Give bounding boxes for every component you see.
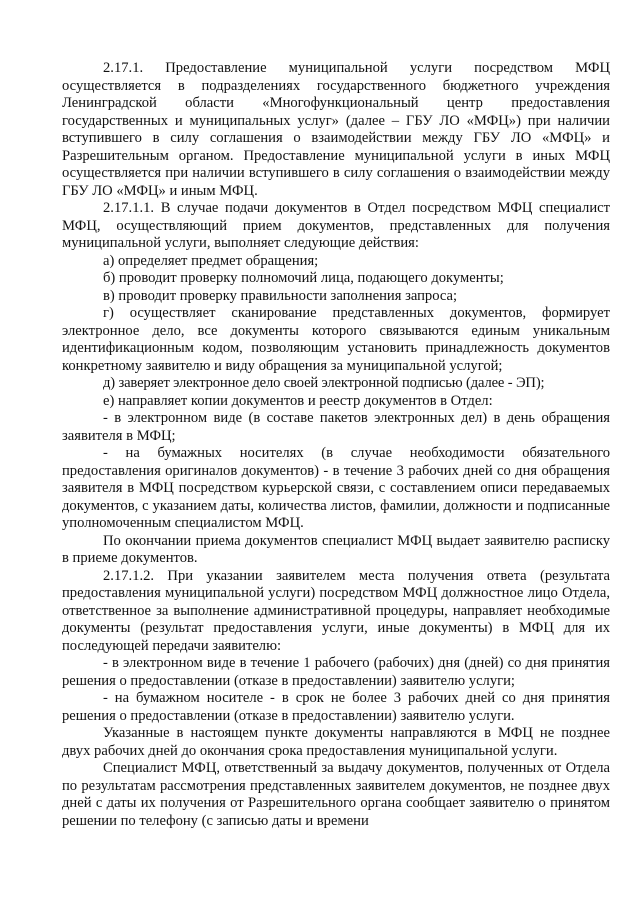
- paragraph-2-17-1: 2.17.1. Предоставление муниципальной услуги посредством МФЦ осуществляется в подразделениях государственного бюджетного учреждения Ленинградской области «Многофункциональный центр предоставления государственных и муниципальных услуг» (далее – ГБУ ЛО «МФЦ») при наличии вступившего в силу соглашения о взаимодействии между ГБУ ЛО «МФЦ» и Разрешительным органом. Предоставление муниципальной услуги в иных МФЦ осуществляется при наличии вступившего в силу соглашения о взаимодействии между ГБУ ЛО «МФЦ» и иным МФЦ.: [62, 60, 610, 199]
- paragraph-2-17-1-1: 2.17.1.1. В случае подачи документов в Отдел посредством МФЦ специалист МФЦ, осуществляющий прием документов, представленных для получения муниципальной услуги, выполняет следующие действия:: [62, 200, 610, 251]
- list-item-b: б) проводит проверку полномочий лица, подающего документы;: [103, 270, 504, 286]
- list-item-d: д) заверяет электронное дело своей электронной подписью (далее - ЭП);: [103, 375, 545, 391]
- paragraph-deadline: Указанные в настоящем пункте документы направляются в МФЦ не позднее двух рабочих дней до окончания срока предоставления муниципальной услуги.: [62, 725, 610, 759]
- list-item-a: а) определяет предмет обращения;: [103, 252, 319, 269]
- list-item-g: г) осуществляет сканирование представленных документов, формирует электронное дело, все документы которого связываются единым уникальным идентификационным кодом, позволяющим установить принадлежность документов конкретному заявителю и виду обращения за муниципальной услугой;: [62, 305, 610, 374]
- paragraph-specialist: Специалист МФЦ, ответственный за выдачу документов, полученных от Отдела по результатам рассмотрения представленных заявителем документов, не позднее двух дней с даты их получения от Разрешительного органа сообщает заявителю о принятом решении по телефону (с записью даты и времени: [62, 760, 610, 829]
- paragraph-receipt: По окончании приема документов специалист МФЦ выдает заявителю расписку в приеме документов.: [62, 532, 610, 566]
- document-page: [62, 60, 610, 830]
- bullet-electronic-result: - в электронном виде в течение 1 рабочего (рабочих) дня (дней) со дня принятия решения о предоставлении (отказе в предоставлении) заявителю услуги;: [62, 655, 610, 689]
- list-item-v: в) проводит проверку правильности заполнения запроса;: [103, 287, 458, 304]
- bullet-paper-result: - на бумажном носителе - в срок не более 3 рабочих дней со дня принятия решения о предоставлении (отказе в предоставлении) заявителю услуги.: [62, 690, 610, 724]
- bullet-electronic: - в электронном виде (в составе пакетов электронных дел) в день обращения заявителя в МФЦ;: [62, 410, 610, 444]
- paragraph-2-17-1-2: 2.17.1.2. При указании заявителем места получения ответа (результата предоставления муниципальной услуги) посредством МФЦ должностное лицо Отдела, ответственное за выполнение административной процедуры, направляет необходимые документы (результат предоставления услуги, иные документы) в МФЦ для их последующей передачи заявителю:: [62, 567, 610, 654]
- list-item-e: е) направляет копии документов и реестр документов в Отдел:: [103, 392, 493, 409]
- bullet-paper: - на бумажных носителях (в случае необходимости обязательного предоставления оригиналов документов) - в течение 3 рабочих дней со дня обращения заявителя в МФЦ посредством курьерской связи, с составлением описи передаваемых документов, с указанием даты, количества листов, фамилии, должности и подписанные уполномоченным специалистом МФЦ.: [62, 445, 610, 531]
